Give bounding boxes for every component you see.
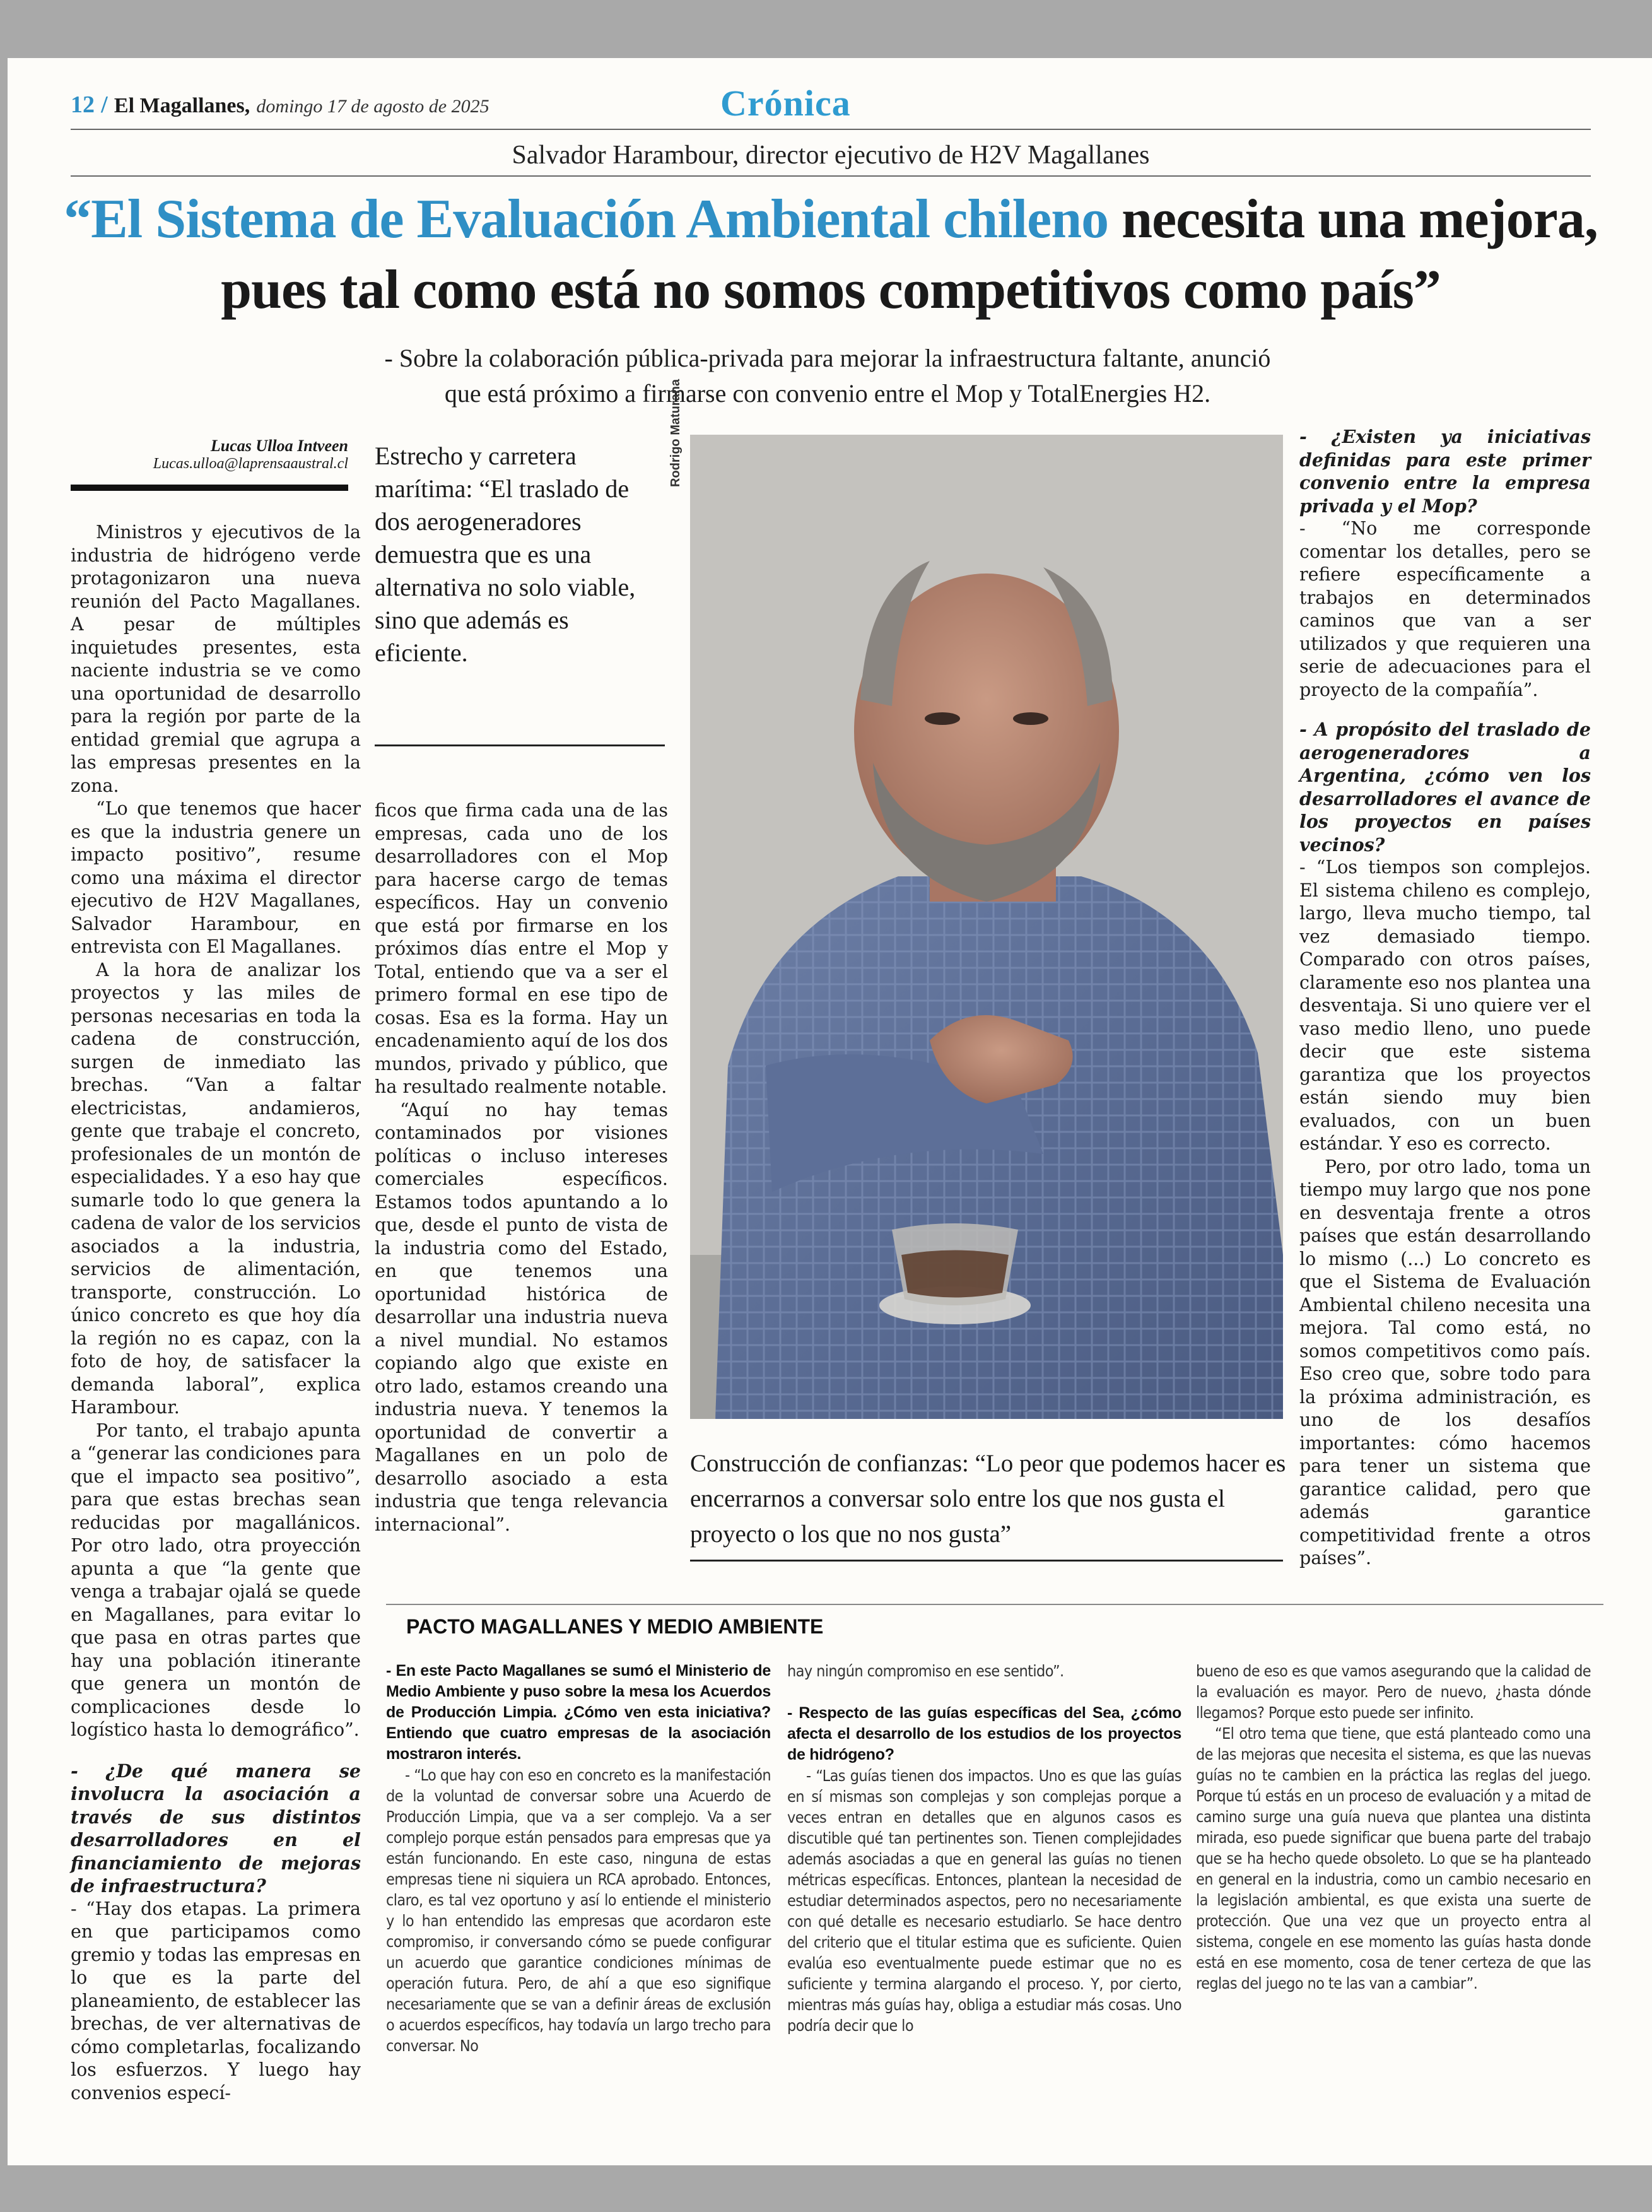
interview-answer: - “No me corresponde comentar los detalles, pero se refiere específicamente a trabajos en determinados caminos que van a ser utilizados y que requieren una serie de adecuaciones para el proyecto de la compañía”. — [1299, 518, 1591, 700]
paragraph: ficos que firma cada una de las empresas, cada uno de los desarrolladores con el Mop para hacerse cargo de temas específicos. Hay un convenio que está por firmarse en los próximos días entre el Mop y Total, entiendo que va a ser el primero formal en ese tipo de cosas. Esa es la forma. Hay un encadenamiento aquí de los dos mundos, privado y público, que ha resultado realmente notable. — [375, 800, 668, 1097]
sidebar-answer: hay ningún compromiso en ese sentido”. — [787, 1662, 1064, 1680]
sidebar-column-1 — [386, 1661, 771, 2056]
header-rule — [71, 129, 1591, 130]
newspaper-page — [8, 58, 1652, 2165]
interview-question: - ¿De qué manera se involucra la asociación a través de sus distintos desarrolladores en el financiamiento de mejoras de infraestructura? — [71, 1760, 361, 1897]
newspaper-name: El Magallanes, — [114, 94, 250, 117]
interview-question: - A propósito del traslado de aerogeneradores a Argentina, ¿cómo ven los desarrolladores el avance de los proyectos en países vecinos? — [1299, 719, 1591, 856]
sidebar-answer: bueno de eso es que vamos asegurando que la calidad de la evaluación es mayor. Pero de nuevo, ¿hasta dónde llegamos? Porque esto puede ser infinito. — [1196, 1662, 1591, 1722]
issue-date: domingo 17 de agosto de 2025 — [256, 96, 489, 117]
section-name: Crónica — [720, 83, 851, 124]
sidebar-answer: - “Las guías tienen dos impactos. Uno es que las guías en sí mismas son complejas y son complejas porque a veces entran en detalles que en algunos casos es discutible qué tan pertinentes son. Tienen complejidades además asociadas a que en general las guías no tienen métricas específicas. Entonces, plantean la necesidad de estudiar determinados aspectos, pero no necesariamente con qué detalle es necesario estudiarlo. Se hace dentro del criterio que el titular estima que es suficiente. Quien evalúa eso eventualmente puede estimar que no es suficiente y termina alargando el proceso. Y, por cierto, mientras más guías hay, obliga a estudiar más cosas. Uno podría decir que lo — [787, 1767, 1181, 2035]
paragraph: Ministros y ejecutivos de la industria de hidrógeno verde protagonizaron una nueva reunión del Pacto Magallanes. A pesar de múltiples inquietudes presentes, esta naciente industria se ve como una oportunidad de desarrollo para la región por parte de la entidad gremial que agrupa a las empresas presentes en la zona. — [71, 522, 361, 796]
interview-question: - ¿Existen ya iniciativas definidas para este primer convenio entre la empresa privada y el Mop? — [1299, 426, 1591, 517]
sidebar-answer: “El otro tema que tiene, que está planteado como una de las mejoras que necesita el sistema, es que las nuevas guías no te cambien en la práctica las reglas del juego. Porque tú estás en un proceso de evaluación y a mitad de camino surge una guía nueva que plantea una distinta mirada, eso puede significar que buena parte del trabajo que se ha hecho quede obsoleto. Lo que se ha planteado en general en la industria, como un cambio necesario en la legislación ambiental, es que exista una suerte de protección. Que una vez que un proyecto entra al sistema, congele en ese momento las guías hasta donde está en ese momento, cosa de tener certeza de que las reglas del juego no te las van a cambiar”. — [1196, 1724, 1591, 1992]
pull-quote-rule — [375, 744, 665, 746]
deck-line-2: que está próximo a firmarse con convenio entre el Mop y TotalEnergies H2. — [444, 379, 1211, 408]
photo-caption: Construcción de confianzas: “Lo peor que podemos hacer es encerrarnos a conversar solo entre los que nos gusta el proyecto o los que no nos gusta” — [690, 1450, 1286, 1548]
sidebar-top-rule — [386, 1604, 1603, 1605]
page-header — [71, 91, 489, 119]
sidebar-column-2 — [787, 1661, 1181, 2036]
interview-answer: Pero, por otro lado, toma un tiempo muy largo que nos pone en desventaja frente a otros países que están desarrollando lo mismo (...) Lo concreto es que el Sistema de Evaluación Ambiental chileno necesita una mejora. Tal como está, no somos competitivos como país. Eso creo que, sobre todo para la próxima administración, es uno de los desafíos importantes: cómo hacemos para tener un sistema que garantice calidad, pero que además garantice competitividad frente a otros países”. — [1299, 1156, 1591, 1568]
headline — [58, 184, 1603, 326]
article-column-1 — [71, 521, 361, 2105]
article-column-5 — [1299, 425, 1591, 1570]
author-email: Lucas.ulloa@laprensaaustral.cl — [153, 456, 348, 472]
paragraph: “Aquí no hay temas contaminados por visiones políticas o incluso intereses comerciales específicos. Estamos todos apuntando a lo que, desde el punto de vista de la industria como del Estado, en que tenemos una oportunidad histórica de desarrollar una industria nueva a nivel mundial. No estamos copiando algo que existe en otro lado, estamos creando una industria nueva. Y tenemos la oportunidad de convertir a Magallanes en un polo de desarrollo asociado a esta industria que tenga relevancia internacional”. — [375, 1099, 668, 1535]
paragraph: “Lo que tenemos que hacer es que la industria genere un impacto positivo”, resume como una máxima el director ejecutivo de H2V Magallanes, Salvador Harambour, en entrevista con El Magallanes. — [71, 798, 361, 957]
article-column-2 — [375, 799, 668, 1536]
caption-rule — [690, 1560, 1283, 1562]
photo-credit: Rodrigo Maturana — [669, 379, 682, 487]
page-number: 12 — [71, 91, 95, 118]
article-deck — [260, 341, 1395, 411]
sidebar-column-3 — [1196, 1661, 1591, 1994]
header-separator: / — [101, 91, 108, 118]
sidebar-question: - Respecto de las guías específicas del Sea, ¿cómo afecta el desarrollo de los estudios de los proyectos de hidrógeno? — [787, 1704, 1181, 1763]
sidebar-question: - En este Pacto Magallanes se sumó el Ministerio de Medio Ambiente y puso sobre la mesa los Acuerdos de Producción Limpia. ¿Cómo ven esta iniciativa? Entiendo que cuatro empresas de la asociación mostraron interés. — [386, 1662, 771, 1763]
headline-highlight: “El Sistema de Evaluación Ambiental chileno — [64, 189, 1109, 250]
paragraph: Por tanto, el trabajo apunta a “generar las condiciones para que el impacto sea positivo”, para que estas brechas sean reducidas por magallánicos. Por otro lado, otra proyección apunta a que “la gente que venga a trabajar ojalá se quede en Magallanes, para evitar lo que pasa en otras partes que hay una población itinerante que genera un montón de complicaciones desde lo logístico hasta lo demográfico”. — [71, 1420, 361, 1740]
sidebar-answer: - “Lo que hay con eso en concreto es la manifestación de la voluntad de conversar sobre una Acuerdo de Producción Limpia, que va a ser complejo. Va a ser complejo porque están pensados para empresas que ya están funcionando. En este caso, ninguna de estas empresas tiene ni siquiera un RCA aprobado. Entonces, claro, es tal vez oportuno y así lo entiende el ministerio y lo han entendido las empresas que acordaron este compromiso, ir conversando cómo se puede configurar un acuerdo que garantice condiciones mínimas de operación futura. Pero, de ahí a que eso signifique necesariamente que se van a definir áreas de exclusión o acuerdos específicos, hay todavía un largo trecho para conversar. No — [386, 1766, 771, 2055]
byline — [71, 437, 348, 473]
author-name: Lucas Ulloa Intveen — [210, 437, 348, 455]
sidebar-title: PACTO MAGALLANES Y MEDIO AMBIENTE — [406, 1615, 824, 1638]
article-kicker: Salvador Harambour, director ejecutivo de H2V Magallanes — [512, 141, 1150, 170]
deck-line-1: - Sobre la colaboración pública-privada para mejorar la infraestructura faltante, anunció — [384, 344, 1271, 372]
byline-bar — [71, 485, 348, 491]
paragraph: A la hora de analizar los proyectos y las miles de personas necesarias en toda la cadena de construcción, surgen de inmediato las brechas. “Van a faltar electricistas, andamieros, gente que trabaje el concreto, profesionales de un montón de especialidades. Y a eso hay que sumarle todo lo que genera la cadena de valor de los servicios asociados a la industria, servicios de alimentación, transporte, construcción. Lo único concreto es que hoy día la región no es capaz, con la foto de hoy, de satisfacer la demanda laboral”, explica Harambour. — [71, 959, 361, 1418]
pull-quote: Estrecho y carretera marítima: “El traslado de dos aerogeneradores demuestra que es una alternativa no solo viable, sino que además es eficiente. — [375, 442, 636, 667]
headline-rest: necesita una mejora, pues tal como está no somos competitivos como país” — [221, 189, 1598, 321]
portrait-illustration — [690, 435, 1283, 1419]
interview-answer: - “Los tiempos son complejos. El sistema chileno es complejo, largo, lleva mucho tiempo, tal vez demasiado tiempo. Comparado con otros países, claramente eso nos plantea una desventaja. Si uno quiere ver el vaso medio lleno, uno puede decir que este sistema garantiza que los proyectos están siendo muy bien evaluados, con un buen estándar. Y eso es correcto. — [1299, 857, 1591, 1154]
kicker-rule — [71, 175, 1591, 177]
portrait-photo — [690, 435, 1283, 1419]
interview-answer: - “Hay dos etapas. La primera en que participamos como gremio y todas las empresas en lo que es la parte del planeamiento, de establecer las brechas, de ver alternativas de cómo completarlas, focalizando los esfuerzos. Y luego hay convenios especí- — [71, 1898, 361, 2103]
